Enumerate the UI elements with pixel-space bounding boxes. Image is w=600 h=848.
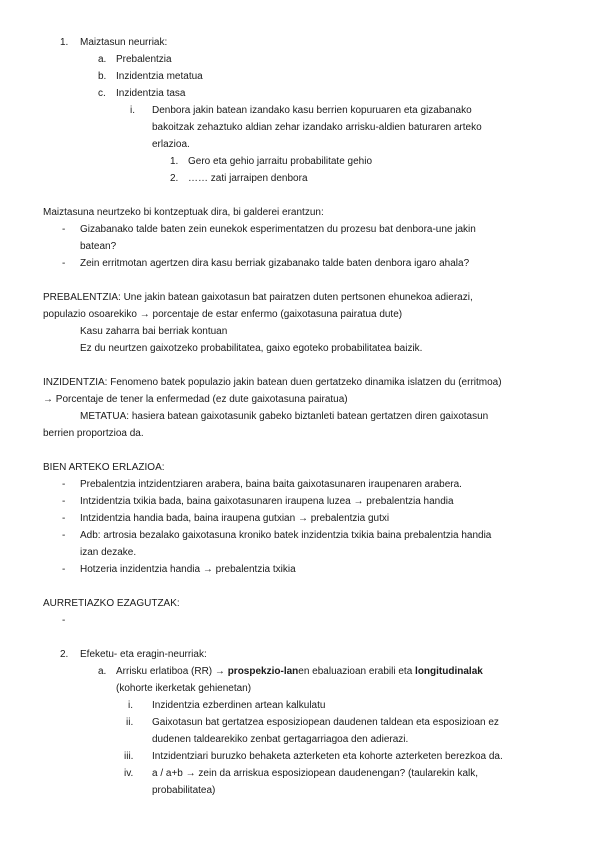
dash-marker: -: [62, 615, 66, 626]
list-item: [116, 665, 483, 679]
bold-text: prospekzio-lan: [227, 666, 299, 677]
list-item: Inzidentzia tasa: [116, 88, 186, 99]
text-run: Arrisku erlatiboa (RR) →: [116, 666, 228, 677]
list-item: Adb: artrosia bezalako gaixotasuna kroniko batek inzidentzia txikia baina prebalentzia handia: [80, 530, 492, 541]
dash-marker: -: [62, 258, 66, 269]
list-marker: 1.: [170, 156, 179, 167]
paragraph-line: Kasu zaharra bai berriak kontuan: [80, 326, 228, 337]
intro-text: Maiztasuna neurtzeko bi kontzeptuak dira, bi galderei erantzun:: [43, 207, 324, 218]
list-marker: a.: [98, 54, 107, 65]
dash-marker: -: [62, 224, 66, 235]
list-marker: a.: [98, 666, 107, 677]
list-item: Prebalentzia intzidentziaren araberа, baina baita gaixotasunaren iraupenaren arabera.: [80, 479, 462, 490]
list-marker: iii.: [124, 751, 134, 762]
list-marker: c.: [98, 88, 106, 99]
list-item: …… zati jarraipen denbora: [188, 173, 308, 184]
section-heading: AURRETIAZKO EZAGUTZAK:: [43, 598, 180, 609]
list-marker: 2.: [170, 173, 179, 184]
list-marker: i.: [128, 700, 133, 711]
paragraph-line: bakoitzak zehaztuko aldian zehar izandako arrisku-aldien baturaren arteko: [152, 122, 482, 133]
list-marker: i.: [130, 105, 135, 116]
list-item: Gaixotasun bat gertatzea esposiziopean daudenen taldean eta esposizioan ez: [152, 717, 499, 728]
list-marker: iv.: [124, 768, 134, 779]
section-heading: BIEN ARTEKO ERLAZIOA:: [43, 462, 165, 473]
list-item: Intzidentziari buruzko behaketa azterketen eta kohorte azterketen berezkoa da.: [152, 751, 503, 762]
list-item: Hotzeria inzidentzia handia → prebalentzia txikia: [80, 564, 296, 575]
list-item: dudenen taldearekiko zenbat gertagarriagoa den adierazi.: [152, 734, 409, 745]
paragraph-line: METATUA: hasiera batean gaixotasunik gabeko biztanleti batean gertatzen diren gaixotasun: [80, 411, 489, 422]
list-item: probabilitatea): [152, 785, 216, 796]
list-item: Intzidentzia handia bada, baina iraupena gutxian → prebalentzia gutxi: [80, 513, 390, 524]
dash-marker: -: [62, 530, 66, 541]
dash-marker: -: [62, 479, 66, 490]
paragraph-line: populazio osoarekiko → porcentaje de estar enfermo (gaixotasuna pairatua dute): [43, 309, 403, 320]
bold-text: longitudinalak: [415, 666, 483, 677]
paragraph-line: Gizabanako talde baten zein eunekok esperimentatzen du prozesu bat denbora-une jakin: [80, 224, 476, 235]
list-marker: b.: [98, 71, 107, 82]
list-item: Inzidentzia metatua: [116, 71, 203, 82]
paragraph-line: PREBALENTZIA: Une jakin batean gaixotasun bat pairatzen duten pertsonen ehunekoa adierazi,: [43, 292, 473, 303]
paragraph-line: → Porcentaje de tener la enfermedad (ez dute gaixotasuna pairatua): [43, 394, 348, 405]
paragraph-line: Ez du neurtzen gaixotzeko probabilitatea, gaixo egoteko probabilitatea baizik.: [80, 343, 423, 354]
paragraph-line: Zein erritmotan agertzen dira kasu berriak gizabanako talde baten denbora igaro ahala?: [80, 258, 470, 269]
list-item: Gero eta gehio jarraitu probabilitate gehio: [188, 156, 373, 167]
dash-marker: -: [62, 513, 66, 524]
section-2-title: Efeketu- eta eragin-neurriak:: [80, 649, 207, 660]
paragraph-line: INZIDENTZIA: Fenomeno batek populazio jakin batean duen gertatzeko dinamika islatzen du (erritmoa): [43, 377, 502, 388]
dash-marker: -: [62, 564, 66, 575]
section-1-number: 1.: [60, 37, 69, 48]
list-item: Prebalentzia: [116, 54, 172, 65]
list-item: izan dezake.: [80, 547, 137, 558]
section-2-number: 2.: [60, 649, 69, 660]
list-item: Intzidentzia txikia bada, baina gaixotasunaren iraupena luzea → prebalentzia handia: [80, 496, 454, 507]
dash-marker: -: [62, 496, 66, 507]
list-item: Inzidentzia ezberdinen artean kalkulatu: [152, 700, 326, 711]
paragraph-line: batean?: [80, 241, 117, 252]
list-item: a / a+b → zein da arriskua esposiziopean daudenengan? (taularekin kalk,: [152, 768, 479, 779]
paragraph-line: Denbora jakin batean izandako kasu berrien kopuruaren eta gizabanako: [152, 105, 472, 116]
list-marker: ii.: [126, 717, 134, 728]
text-run: en ebaluazioan erabili eta: [298, 666, 416, 677]
paragraph-line: erlazioa.: [152, 139, 190, 150]
paragraph-line: berrien proportzioa da.: [43, 428, 144, 439]
paragraph-line: (kohorte ikerketak gehienetan): [116, 683, 252, 694]
section-1-title: Maiztasun neurriak:: [80, 37, 168, 48]
